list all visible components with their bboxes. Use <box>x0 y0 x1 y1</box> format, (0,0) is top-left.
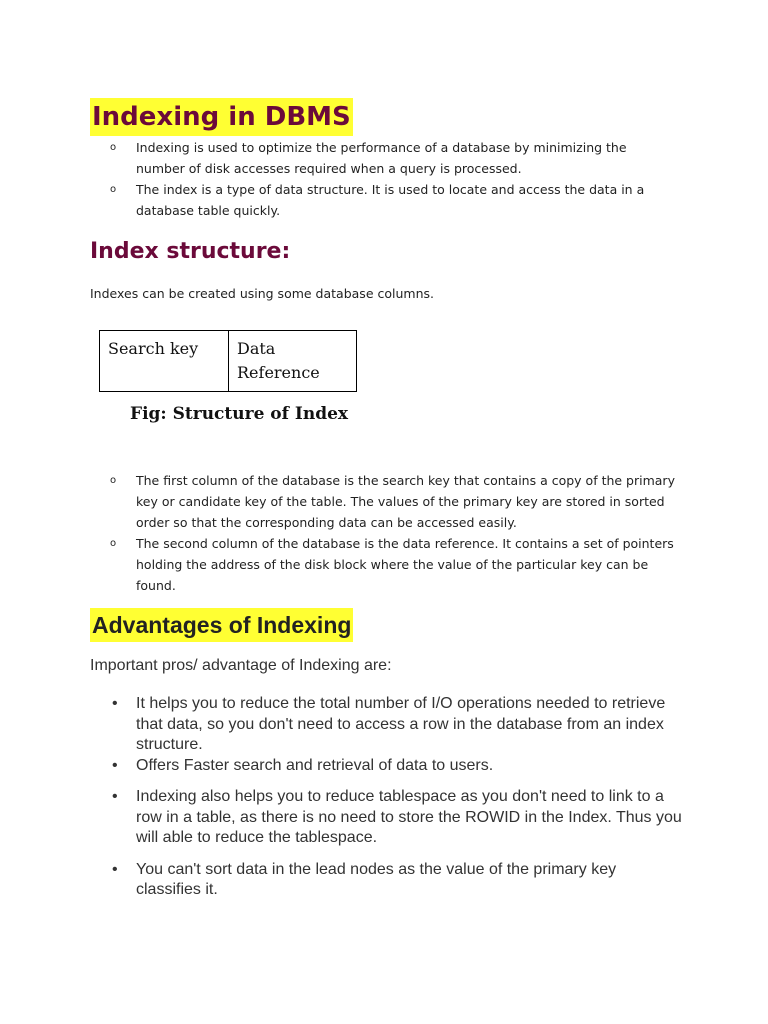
intro-list <box>110 137 670 221</box>
list-item <box>112 756 682 777</box>
advantages-heading: Advantages of Indexing <box>90 608 353 642</box>
data-reference-line2: Reference <box>237 363 320 382</box>
list-item-text: The second column of the database is the data reference. It contains a set of pointers holding the address of the disk block where the value of the particular key can be found. <box>136 536 674 593</box>
list-item-text: The first column of the database is the search key that contains a copy of the primary key or candidate key of the table. The values of the primary key are stored in sorted order so that the corresponding data can be accessed easily. <box>136 473 675 530</box>
structure-heading: Index structure: <box>90 239 291 264</box>
structure-note: Indexes can be created using some database columns. <box>90 286 434 301</box>
list-item <box>112 860 682 901</box>
index-structure-table <box>99 330 357 392</box>
dot-bullet-icon: • <box>112 756 118 774</box>
advantages-list <box>112 694 682 901</box>
circle-bullet-icon: o <box>110 475 117 486</box>
list-item-text: Offers Faster search and retrieval of data to users. <box>136 756 494 774</box>
list-item-text: The index is a type of data structure. It is used to locate and access the data in a database table quickly. <box>136 182 645 218</box>
list-item-text: It helps you to reduce the total number of I/O operations needed to retrieve that data, so you don't need to access a row in the database from an index structure. <box>136 695 666 753</box>
circle-bullet-icon: o <box>110 538 117 549</box>
main-heading: Indexing in DBMS <box>90 98 353 136</box>
data-reference-cell <box>229 331 357 392</box>
circle-bullet-icon: o <box>110 142 117 153</box>
search-key-cell: Search key <box>100 331 229 392</box>
dot-bullet-icon: • <box>112 695 118 712</box>
list-item <box>112 787 682 849</box>
list-item <box>110 179 670 221</box>
list-item <box>112 694 682 756</box>
list-item <box>110 533 680 596</box>
list-item-text: Indexing is used to optimize the performance of a database by minimizing the number of disk accesses required when a query is processed. <box>136 140 627 176</box>
table-row <box>100 331 357 392</box>
dot-bullet-icon: • <box>112 788 118 805</box>
key-columns-list <box>110 470 680 596</box>
list-item-text: Indexing also helps you to reduce tablespace as you don't need to link to a row in a table, as there is no need to store the ROWID in the Index. Thus you will able to reduce the tablespace. <box>136 788 682 846</box>
advantages-lead: Important pros/ advantage of Indexing are: <box>90 657 392 674</box>
circle-bullet-icon: o <box>110 184 117 195</box>
list-item <box>110 470 680 533</box>
list-item <box>110 137 670 179</box>
dot-bullet-icon: • <box>112 860 118 878</box>
list-item-text: You can't sort data in the lead nodes as the value of the primary key classifies it. <box>136 860 617 898</box>
data-reference-line1: Data <box>237 339 276 358</box>
figure-caption: Fig: Structure of Index <box>130 404 349 424</box>
